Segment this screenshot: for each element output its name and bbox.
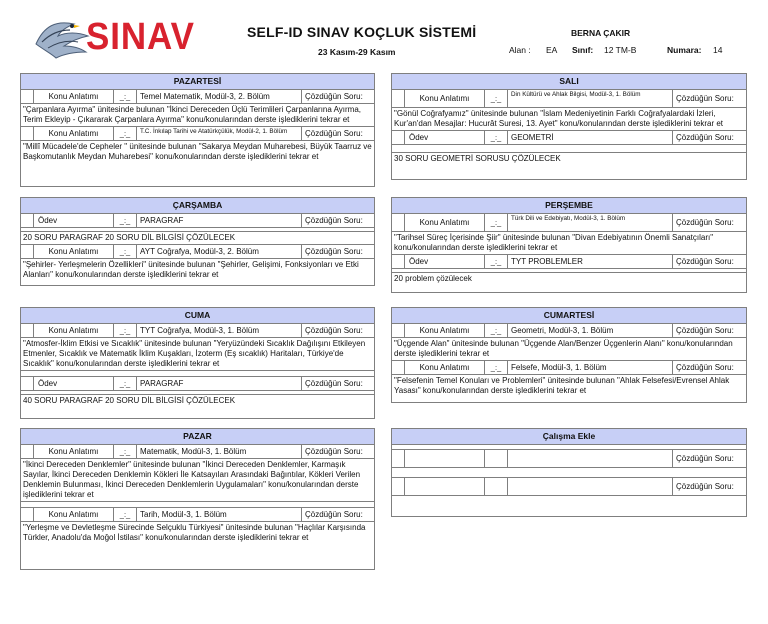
solved-count-label[interactable]: Çözdüğün Soru: <box>676 482 734 491</box>
task-subject: TYT Coğrafya, Modül-3, 1. Bölüm <box>137 324 302 337</box>
task-description: 40 SORU PARAGRAF 20 SORU DİL BİLGİSİ ÇÖZÜLECEK <box>23 396 236 405</box>
task-description: 20 problem çözülecek <box>394 274 472 283</box>
task-row[interactable] <box>21 377 374 391</box>
task-subject: Türk Dili ve Edebiyatı, Modül-3, 1. Bölüm <box>508 214 673 231</box>
time-field[interactable]: _:_ <box>485 324 508 337</box>
solved-count-label[interactable]: Çözdüğün Soru: <box>676 257 734 266</box>
task-row[interactable] <box>21 324 374 338</box>
task-row[interactable] <box>392 324 746 338</box>
task-type: Konu Anlatımı <box>405 361 485 374</box>
solved-count-label[interactable]: Çözdüğün Soru: <box>676 326 734 335</box>
day-title: PAZARTESİ <box>21 74 374 90</box>
time-field[interactable]: _:_ <box>114 324 137 337</box>
solved-count-label[interactable]: Çözdüğün Soru: <box>305 216 363 225</box>
solved-count-label[interactable]: Çözdüğün Soru: <box>676 133 734 142</box>
task-subject: PARAGRAF <box>137 214 302 227</box>
logo-text: SINAV <box>86 16 195 58</box>
task-subject: PARAGRAF <box>137 377 302 390</box>
task-description: "Atmosfer-İklim Etkisi ve Sıcaklık" ünitesinde bulunan "Yeryüzündeki Sıcaklık Dağılışını Etkileyen Etmenler, Sıcaklık ve Matematik İklim Kuşakları, İzoterm (Eş sıcaklık) Haritaları, Türkiye'de Sıcaklık" konu/konularından derste işlediklerini tekrar et <box>21 338 374 371</box>
task-subject: Felsefe, Modül-3, 1. Bölüm <box>508 361 673 374</box>
date-range: 23 Kasım-29 Kasım <box>318 47 396 57</box>
task-row[interactable] <box>21 245 374 259</box>
task-row[interactable] <box>392 214 746 232</box>
day-title: CUMARTESİ <box>392 308 746 324</box>
time-field[interactable]: _:_ <box>485 214 508 231</box>
task-type: Konu Anlatımı <box>34 245 114 258</box>
task-row[interactable] <box>392 131 746 145</box>
task-row[interactable] <box>21 127 374 141</box>
day-panel-pazar <box>20 428 375 570</box>
task-subject: Matematik, Modül-3, 1. Bölüm <box>137 445 302 458</box>
time-field[interactable]: _:_ <box>485 131 508 144</box>
task-row[interactable] <box>392 255 746 269</box>
task-type: Ödev <box>405 131 485 144</box>
time-field[interactable]: _:_ <box>114 508 137 521</box>
time-field[interactable]: _:_ <box>114 127 137 140</box>
task-row[interactable] <box>21 445 374 459</box>
task-description: "İkinci Dereceden Denklemler" ünitesinde bulunan "İkinci Dereceden Denklemler, Karmaşık Sayılar, İkinci Dereceden Denklemin Kökleri İle Katsayıları Arasındaki Bağıntılar, Kökleri Verilen Denklemin Bulunması, İkinci Dereceden Denklemlerin Uygulamaları" konu/konularından derste işlediklerini tekrar et <box>21 459 374 502</box>
task-description: "Üçgende Alan" ünitesinde bulunan "Üçgende Alan/Benzer Üçgenlerin Alanı" konu/konularından derste işlediklerini tekrar et <box>392 338 746 361</box>
task-row[interactable] <box>21 90 374 104</box>
day-panel-carsamba <box>20 197 375 286</box>
solved-count-label[interactable]: Çözdüğün Soru: <box>305 129 363 138</box>
task-subject: AYT Coğrafya, Modül-3, 2. Bölüm <box>137 245 302 258</box>
task-type: Konu Anlatımı <box>34 508 114 521</box>
task-description: "Felsefenin Temel Konuları ve Problemleri" ünitesinde bulunan "Ahlak Felsefesi/Evrensel Ahlak Yasası" konu/konularından derste işlediklerini tekrar et <box>394 376 730 395</box>
task-type: Konu Anlatımı <box>34 90 114 103</box>
solved-count-label[interactable]: Çözdüğün Soru: <box>305 447 363 456</box>
task-type: Ödev <box>34 214 114 227</box>
time-field[interactable]: _:_ <box>114 90 137 103</box>
numara-label: Numara: <box>667 45 702 55</box>
task-subject: T.C. İnkılap Tarihi ve Atatürkçülük, Modül-2, 1. Bölüm <box>137 127 302 140</box>
task-description: "Gönül Coğrafyamız" ünitesinde bulunan "İslam Medeniyetinin Farklı Coğrafyalardaki İzleri, Kur'an'dan Mesajlar: Hucurât Suresi, 13. Ayet" konu/konularından derste işlediklerini tekrar et <box>392 108 746 131</box>
task-subject: TYT PROBLEMLER <box>508 255 673 268</box>
task-description: 30 SORU GEOMETRİ SORUSU ÇÖZÜLECEK <box>394 154 561 163</box>
task-type: Konu Anlatımı <box>34 324 114 337</box>
solved-count-label[interactable]: Çözdüğün Soru: <box>305 247 363 256</box>
task-description: "Çarpanlara Ayırma" ünitesinde bulunan "İkinci Dereceden Üçlü Terimlileri Çarpanlarına Ayırma, Terim Ekleyip - Çıkararak Çarpanlara Ayırma" konu/konularından derste işlediklerini tekrar et <box>21 104 374 127</box>
task-type: Konu Anlatımı <box>405 324 485 337</box>
solved-count-label[interactable]: Çözdüğün Soru: <box>676 94 734 103</box>
solved-count-label[interactable]: Çözdüğün Soru: <box>305 379 363 388</box>
solved-count-label[interactable]: Çözdüğün Soru: <box>676 454 734 463</box>
sinif-value: 12 TM-B <box>604 45 637 55</box>
task-description: "Millî Mücadele'de Cepheler " ünitesinde bulunan "Sakarya Meydan Muharebesi, Büyük Taarruz ve Başkomutanlık Meydan Muharebesi" konu/konularından derste işlediklerini tekrar et <box>23 142 372 161</box>
task-type: Ödev <box>34 377 114 390</box>
task-type: Konu Anlatımı <box>34 445 114 458</box>
solved-count-label[interactable]: Çözdüğün Soru: <box>676 363 734 372</box>
day-panel-cuma <box>20 307 375 419</box>
time-field[interactable]: _:_ <box>485 255 508 268</box>
task-description: "Yerleşme ve Devletleşme Sürecinde Selçuklu Türkiyesi" ünitesinde bulunan "Haçlılar Karşısında Türkler, Anadolu'da Moğol İstilası" konu/konularından derste işlediklerini tekrar et <box>23 523 366 542</box>
task-subject: Tarih, Modül-3, 1. Bölüm <box>137 508 302 521</box>
alan-value: EA <box>546 45 558 55</box>
day-title: ÇARŞAMBA <box>21 198 374 214</box>
day-panel-persembe <box>391 197 747 293</box>
task-type: Konu Anlatımı <box>405 90 485 107</box>
task-type: Konu Anlatımı <box>34 127 114 140</box>
day-panel-sali <box>391 73 747 180</box>
task-row[interactable] <box>21 508 374 522</box>
task-description: 20 SORU PARAGRAF 20 SORU DİL BİLGİSİ ÇÖZÜLECEK <box>21 232 374 245</box>
time-field[interactable]: _:_ <box>114 214 137 227</box>
sinav-logo <box>34 14 195 64</box>
time-field[interactable]: _:_ <box>485 90 508 107</box>
task-subject: GEOMETRİ <box>508 131 673 144</box>
day-title: PAZAR <box>21 429 374 445</box>
task-row[interactable] <box>21 214 374 228</box>
task-subject: Din Kültürü ve Ahlak Bilgisi, Modül-3, 1. Bölüm <box>508 90 673 107</box>
day-panel-pazartesi <box>20 73 375 187</box>
task-type: Ödev <box>405 255 485 268</box>
solved-count-label[interactable]: Çözdüğün Soru: <box>305 92 363 101</box>
time-field[interactable]: _:_ <box>114 245 137 258</box>
solved-count-label[interactable]: Çözdüğün Soru: <box>305 326 363 335</box>
eagle-icon <box>34 14 94 64</box>
solved-count-label[interactable]: Çözdüğün Soru: <box>305 510 363 519</box>
empty-task-row[interactable] <box>392 478 746 496</box>
task-description: "Tarihsel Süreç İçerisinde Şiir" ünitesinde bulunan "Divan Edebiyatının Önemli Sanatçıları" konu/konularından derste işlediklerini tekrar et <box>392 232 746 255</box>
day-title: CUMA <box>21 308 374 324</box>
page-title: SELF-ID SINAV KOÇLUK SİSTEMİ <box>247 24 477 40</box>
empty-task-row[interactable] <box>392 450 746 468</box>
student-name: BERNA ÇAKIR <box>571 28 631 38</box>
add-study-panel <box>391 428 747 517</box>
task-row[interactable] <box>392 90 746 108</box>
day-title: SALI <box>392 74 746 90</box>
day-title: PERŞEMBE <box>392 198 746 214</box>
task-subject: Geometri, Modül-3, 1. Bölüm <box>508 324 673 337</box>
solved-count-label[interactable]: Çözdüğün Soru: <box>676 218 734 227</box>
time-field[interactable]: _:_ <box>485 361 508 374</box>
task-row[interactable] <box>392 361 746 375</box>
page-header <box>0 0 768 72</box>
task-description: "Şehirler- Yerleşmelerin Özellikleri" ünitesinde bulunan "Şehirler, Gelişimi, Fonksiyonları ve Etki Alanları" konu/konularından derste işlediklerini tekrar et <box>23 260 359 279</box>
task-subject: Temel Matematik, Modül-3, 2. Bölüm <box>137 90 302 103</box>
time-field[interactable]: _:_ <box>114 377 137 390</box>
day-panel-cumartesi <box>391 307 747 403</box>
alan-label: Alan : <box>509 45 531 55</box>
numara-value: 14 <box>713 45 723 55</box>
task-type: Konu Anlatımı <box>405 214 485 231</box>
time-field[interactable]: _:_ <box>114 445 137 458</box>
add-study-title[interactable]: Çalışma Ekle <box>392 429 746 445</box>
sinif-label: Sınıf: <box>572 45 594 55</box>
